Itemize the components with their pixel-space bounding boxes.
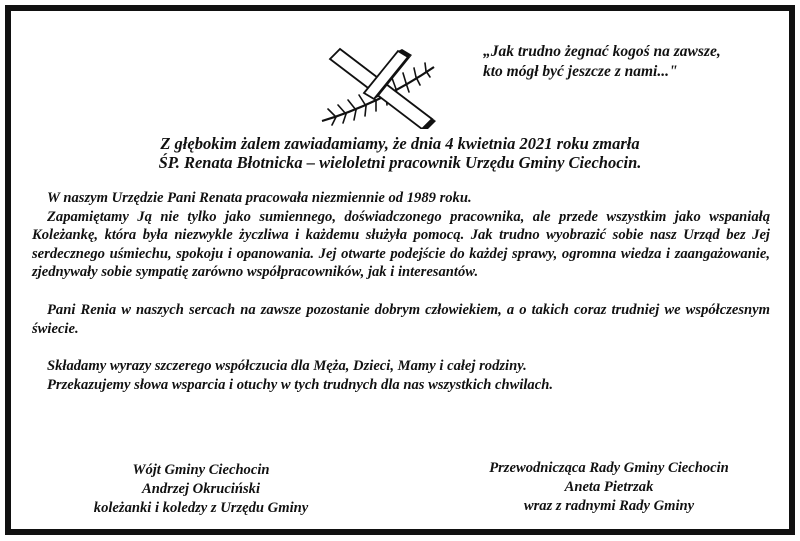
obituary-body: [32, 189, 770, 394]
signature-right: [459, 459, 759, 516]
signature-left-line-1: Wójt Gminy Ciechocin: [132, 462, 270, 478]
signature-left: [66, 461, 336, 518]
signature-left-line-2: Andrzej Okruciński: [142, 481, 260, 497]
cross-with-palm-branch-icon: [316, 37, 446, 129]
body-paragraph-4: Składamy wyrazy szczerego współczucia dla Męża, Dzieci, Mamy i całej rodziny.: [47, 358, 527, 375]
obituary-frame: [5, 5, 795, 535]
body-paragraph-5: Przekazujemy słowa wsparcia i otuchy w tych trudnych dla nas wszystkich chwilach.: [47, 376, 553, 393]
signature-right-line-1: Przewodnicząca Rady Gminy Ciechocin: [489, 460, 729, 476]
quote-line-2: kto mógł być jeszcze z nami...": [483, 63, 678, 80]
signature-left-line-3: koleżanki i koledzy z Urzędu Gminy: [93, 500, 309, 516]
headline-line-2: ŚP. Renata Błotnicka – wieloletni pracownik Urzędu Gminy Ciechocin.: [158, 153, 642, 172]
announcement-headline: [11, 134, 789, 172]
body-paragraph-3: Pani Renia w naszych sercach na zawsze pozostanie dobrym człowiekiem, a o takich coraz trudniej we współczesnym świecie.: [32, 301, 770, 337]
memorial-quote: [483, 42, 783, 82]
quote-line-1: „Jak trudno żegnać kogoś na zawsze,: [483, 43, 721, 60]
headline-line-1: Z głębokim żalem zawiadamiamy, że dnia 4 kwietnia 2021 roku zmarła: [160, 134, 640, 153]
body-paragraph-2: Zapamiętamy Ją nie tylko jako sumiennego, doświadczonego pracownika, ale przede wszystkim jako wspaniałą Koleżankę, która była niezwykle życzliwa i każdemu służyła pomocą. Jak trudno wyobrazić sobie nasz Urząd bez Jej serdecznego uśmiechu, spokoju i opanowania. Jej otwarte podejście do każdej sprawy, ogromna wiedza i zaangażowanie, zjednywały sobie sympatię zarówno współpracowników, jak i interesantów.: [32, 208, 770, 281]
signature-right-line-2: Aneta Pietrzak: [564, 479, 654, 495]
signature-right-line-3: wraz z radnymi Rady Gminy: [523, 498, 695, 514]
body-paragraph-1: W naszym Urzędzie Pani Renata pracowała niezmiennie od 1989 roku.: [47, 190, 472, 206]
